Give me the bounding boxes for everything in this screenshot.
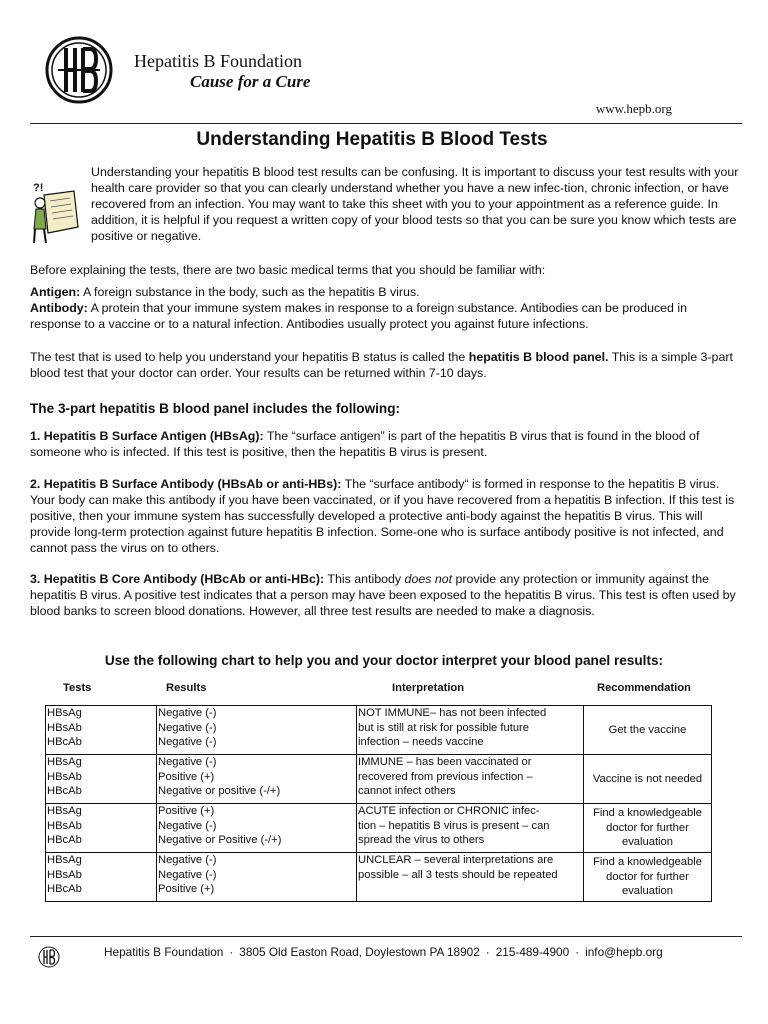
col-header-interpretation: Interpretation xyxy=(392,682,465,694)
tests-cell-line: HBsAb xyxy=(47,770,82,783)
results-cell-line: Negative (-) xyxy=(158,854,217,866)
tests-cell-line: HBcAb xyxy=(47,785,82,798)
results-cell xyxy=(157,755,357,804)
org-name: Hepatitis B Foundation xyxy=(134,51,302,71)
results-cell-line: Negative or positive (-/+) xyxy=(158,785,281,798)
footer-email[interactable]: info@hepb.org xyxy=(585,945,663,959)
intro-paragraph: Understanding your hepatitis B blood test results can be confusing. It is important to discuss your test results with your health care provider so that you can clearly understand whether you have a new infec-tion, chronic infection, or have recovered from an infection. You may want to take this sheet with you to your appointment as a reference guide. In addition, it is helpful if you request a written copy of your blood tests so that you can be sure you know which tests are positive or negative. xyxy=(91,165,739,243)
tests-cell xyxy=(46,804,157,853)
results-cell-line: Negative (-) xyxy=(158,736,217,749)
antibody-label: Antibody: xyxy=(30,301,88,315)
col-header-tests: Tests xyxy=(63,682,92,694)
footer-phone[interactable]: 215-489-4900 xyxy=(495,945,570,959)
test-2-label: 2. Hepatitis B Surface Antibody (HBsAb or anti-HBs): xyxy=(30,477,342,491)
interpretation-cell-line: infection – needs vaccine xyxy=(358,736,484,749)
results-cell-line: Negative (-) xyxy=(158,819,217,832)
recommendation-cell: Find a knowledgeable doctor for further evaluation xyxy=(584,853,712,902)
footer-separator: · xyxy=(485,945,490,959)
confused-reader-illustration xyxy=(30,177,82,247)
interpretation-cell-line: UNCLEAR – several interpretations are xyxy=(358,854,554,866)
panel-intro-after: This is a simple 3-part blood test that your doctor can order. Your results can be returned within 7-10 days. xyxy=(30,350,733,380)
table-row xyxy=(46,853,712,902)
footer-address: 3805 Old Easton Road, Doylestown PA 18902 xyxy=(239,945,480,959)
results-cell-line: Negative (-) xyxy=(158,868,217,881)
results-table xyxy=(45,705,712,902)
interpretation-cell xyxy=(357,706,584,755)
panel-heading: The 3-part hepatitis B blood panel includes the following: xyxy=(30,401,401,416)
interpretation-cell-line: IMMUNE – has been vaccinated or xyxy=(358,756,532,768)
test-3-italic: does not xyxy=(404,572,453,586)
interpretation-cell-line: cannot infect others xyxy=(358,785,456,798)
test-1-text: The “surface antigen” is part of the hepatitis B virus that is found in the blood of someone who is infected. If this test is positive, then the hepatitis B virus is present. xyxy=(30,429,700,459)
results-cell-line: Positive (+) xyxy=(158,883,215,896)
tests-cell xyxy=(46,706,157,755)
interpretation-cell xyxy=(357,755,584,804)
interpretation-cell-line: tion – hepatitis B virus is present – can xyxy=(358,819,550,832)
terms-lead: Before explaining the tests, there are two basic medical terms that you should be familiar with: xyxy=(30,263,546,277)
footer-divider xyxy=(30,936,742,937)
results-cell-line: Positive (+) xyxy=(158,770,215,783)
test-3-label: 3. Hepatitis B Core Antibody (HBcAb or anti-HBc): xyxy=(30,572,325,586)
interpretation-cell-line: spread the virus to others xyxy=(358,834,485,847)
svg-text:?!: ?! xyxy=(33,182,44,194)
test-1-paragraph xyxy=(30,428,738,460)
chart-heading: Use the following chart to help you and your doctor interpret your blood panel results: xyxy=(104,653,664,668)
tests-cell-line: HBcAb xyxy=(47,834,82,847)
panel-intro-before: The test that is used to help you understand your hepatitis B status is called the xyxy=(30,350,469,364)
col-header-recommendation: Recommendation xyxy=(597,682,691,694)
interpretation-cell-line: but is still at risk for possible future xyxy=(358,721,529,734)
footer-separator: · xyxy=(229,945,234,959)
results-cell-line: Negative (-) xyxy=(158,721,217,734)
tests-cell-line: HBsAg xyxy=(47,854,82,866)
test-1-label: 1. Hepatitis B Surface Antigen (HBsAg): xyxy=(30,429,264,443)
antibody-text: A protein that your immune system makes in response to a foreign substance. Antibodies can be produced in response to a vaccine or to a natural infection. Antibodies usually protect you against future infections. xyxy=(30,301,688,331)
interpretation-cell-line: NOT IMMUNE– has not been infected xyxy=(358,707,547,719)
recommendation-cell: Find a knowledgeable doctor for further evaluation xyxy=(584,804,712,853)
tests-cell xyxy=(46,755,157,804)
antibody-definition xyxy=(30,300,738,332)
interpretation-cell xyxy=(357,853,584,902)
tests-cell-line: HBsAb xyxy=(47,721,82,734)
tests-cell-line: HBsAb xyxy=(47,868,82,881)
results-cell xyxy=(157,706,357,755)
test-3-text-b: provide any protection or immunity against the hepatitis B virus. A positive test indicates that a person may have been exposed to the hepatitis B virus. This test is often used by blood banks to screen blood donations. However, all three test results are needed to make a diagnosis. xyxy=(30,572,736,618)
results-cell-line: Positive (+) xyxy=(158,805,215,817)
tests-cell-line: HBcAb xyxy=(47,736,82,749)
recommendation-cell: Get the vaccine xyxy=(584,706,712,755)
tagline: Cause for a Cure xyxy=(190,72,311,91)
tests-cell-line: HBsAb xyxy=(47,819,82,832)
tests-cell-line: HBcAb xyxy=(47,883,82,896)
page-title: Understanding Hepatitis B Blood Tests xyxy=(196,129,548,150)
footer-contact xyxy=(104,945,663,959)
header-divider xyxy=(30,123,742,124)
tests-cell-line: HBsAg xyxy=(47,756,82,768)
results-cell xyxy=(157,804,357,853)
results-cell xyxy=(157,853,357,902)
antigen-label: Antigen: xyxy=(30,285,81,299)
footer-org: Hepatitis B Foundation xyxy=(104,945,224,959)
footer-logo-icon xyxy=(38,946,60,968)
table-row xyxy=(46,706,712,755)
results-cell-line: Negative (-) xyxy=(158,707,217,719)
tests-cell-line: HBsAg xyxy=(47,707,82,719)
results-cell-line: Negative (-) xyxy=(158,756,217,768)
definitions xyxy=(30,284,738,332)
hepatitis-b-foundation-logo xyxy=(44,35,114,105)
antigen-definition xyxy=(30,284,738,300)
test-3-paragraph xyxy=(30,571,738,619)
interpretation-cell-line: possible – all 3 tests should be repeated xyxy=(358,868,558,881)
antigen-text: A foreign substance in the body, such as the hepatitis B virus. xyxy=(80,285,420,299)
website-link[interactable]: www.hepb.org xyxy=(595,101,672,116)
tests-cell-line: HBsAg xyxy=(47,805,82,817)
table-row xyxy=(46,804,712,853)
recommendation-cell: Vaccine is not needed xyxy=(584,755,712,804)
col-header-results: Results xyxy=(166,682,207,694)
interpretation-cell xyxy=(357,804,584,853)
tests-cell xyxy=(46,853,157,902)
footer-separator: · xyxy=(575,945,580,959)
panel-intro-bold: hepatitis B blood panel. xyxy=(468,350,609,364)
test-2-text: The “surface antibody“ is formed in response to the hepatitis B virus. Your body can make this antibody if you have been vaccinated, or if you have recovered from a hepatitis B infection. If this test is positive, then your immune system has successfully developed a protective anti-body against the hepatitis B virus. This will provide long-term protection against future hepatitis B infection. Some-one who is surface antibody positive is not infected, and cannot pass the virus on to others. xyxy=(30,477,735,555)
interpretation-cell-line: ACUTE infection or CHRONIC infec- xyxy=(358,805,540,817)
results-cell-line: Negative or Positive (-/+) xyxy=(158,834,282,847)
table-row xyxy=(46,755,712,804)
test-2-paragraph xyxy=(30,476,738,556)
test-3-text-a: This antibody xyxy=(324,572,405,586)
panel-intro-paragraph xyxy=(30,349,738,381)
interpretation-cell-line: recovered from previous infection – xyxy=(358,770,533,783)
